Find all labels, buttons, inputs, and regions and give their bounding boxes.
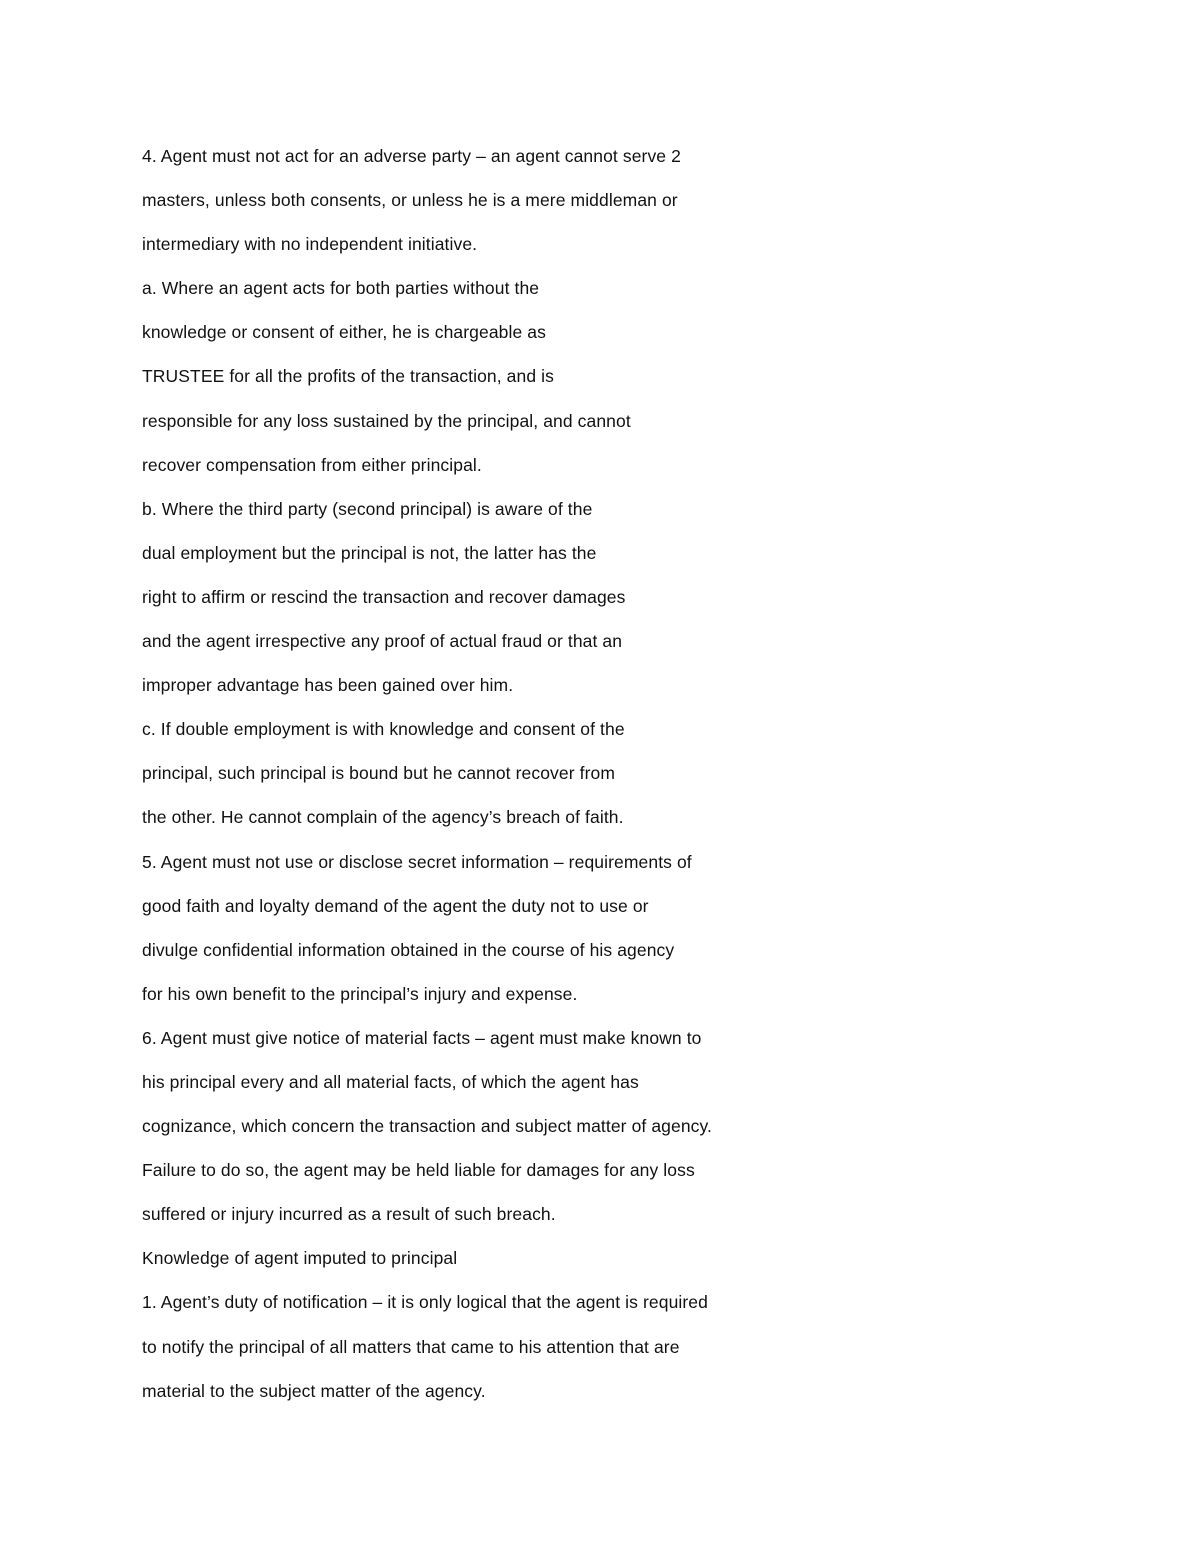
text-line: dual employment but the principal is not, the latter has the (142, 542, 597, 563)
text-line: b. Where the third party (second principal) is aware of the (142, 498, 593, 519)
text-line: Failure to do so, the agent may be held liable for damages for any loss (142, 1160, 695, 1181)
text-line: TRUSTEE for all the profits of the transaction, and is (142, 366, 554, 387)
text-line: 5. Agent must not use or disclose secret information – requirements of (142, 851, 692, 872)
text-line: material to the subject matter of the agency. (142, 1380, 486, 1401)
text-line: recover compensation from either principal. (142, 454, 482, 475)
text-line: improper advantage has been gained over him. (142, 675, 514, 696)
section-heading: Knowledge of agent imputed to principal (142, 1248, 458, 1269)
text-line: knowledge or consent of either, he is chargeable as (142, 322, 546, 343)
text-line: right to affirm or rescind the transaction and recover damages (142, 586, 626, 607)
text-line: cognizance, which concern the transaction and subject matter of agency. (142, 1116, 713, 1137)
text-line: 6. Agent must give notice of material facts – agent must make known to (142, 1027, 702, 1048)
text-line: masters, unless both consents, or unless he is a mere middleman or (142, 190, 678, 211)
text-line: intermediary with no independent initiative. (142, 234, 478, 255)
text-line: a. Where an agent acts for both parties without the (142, 278, 540, 299)
text-line: and the agent irrespective any proof of actual fraud or that an (142, 631, 623, 652)
text-line: principal, such principal is bound but he cannot recover from (142, 763, 616, 784)
text-line: responsible for any loss sustained by the principal, and cannot (142, 410, 631, 431)
text-line: to notify the principal of all matters that came to his attention that are (142, 1336, 680, 1357)
text-line: c. If double employment is with knowledge and consent of the (142, 719, 625, 740)
text-line: for his own benefit to the principal’s injury and expense. (142, 983, 578, 1004)
text-line: divulge confidential information obtained in the course of his agency (142, 939, 675, 960)
text-line: 1. Agent’s duty of notification – it is only logical that the agent is required (142, 1292, 708, 1313)
text-line: suffered or injury incurred as a result of such breach. (142, 1204, 556, 1225)
text-line: 4. Agent must not act for an adverse party – an agent cannot serve 2 (142, 146, 681, 166)
document-body (142, 140, 1122, 1419)
text-line: his principal every and all material facts, of which the agent has (142, 1071, 639, 1092)
text-line: good faith and loyalty demand of the agent the duty not to use or (142, 895, 649, 916)
text-line: the other. He cannot complain of the agency’s breach of faith. (142, 807, 624, 828)
